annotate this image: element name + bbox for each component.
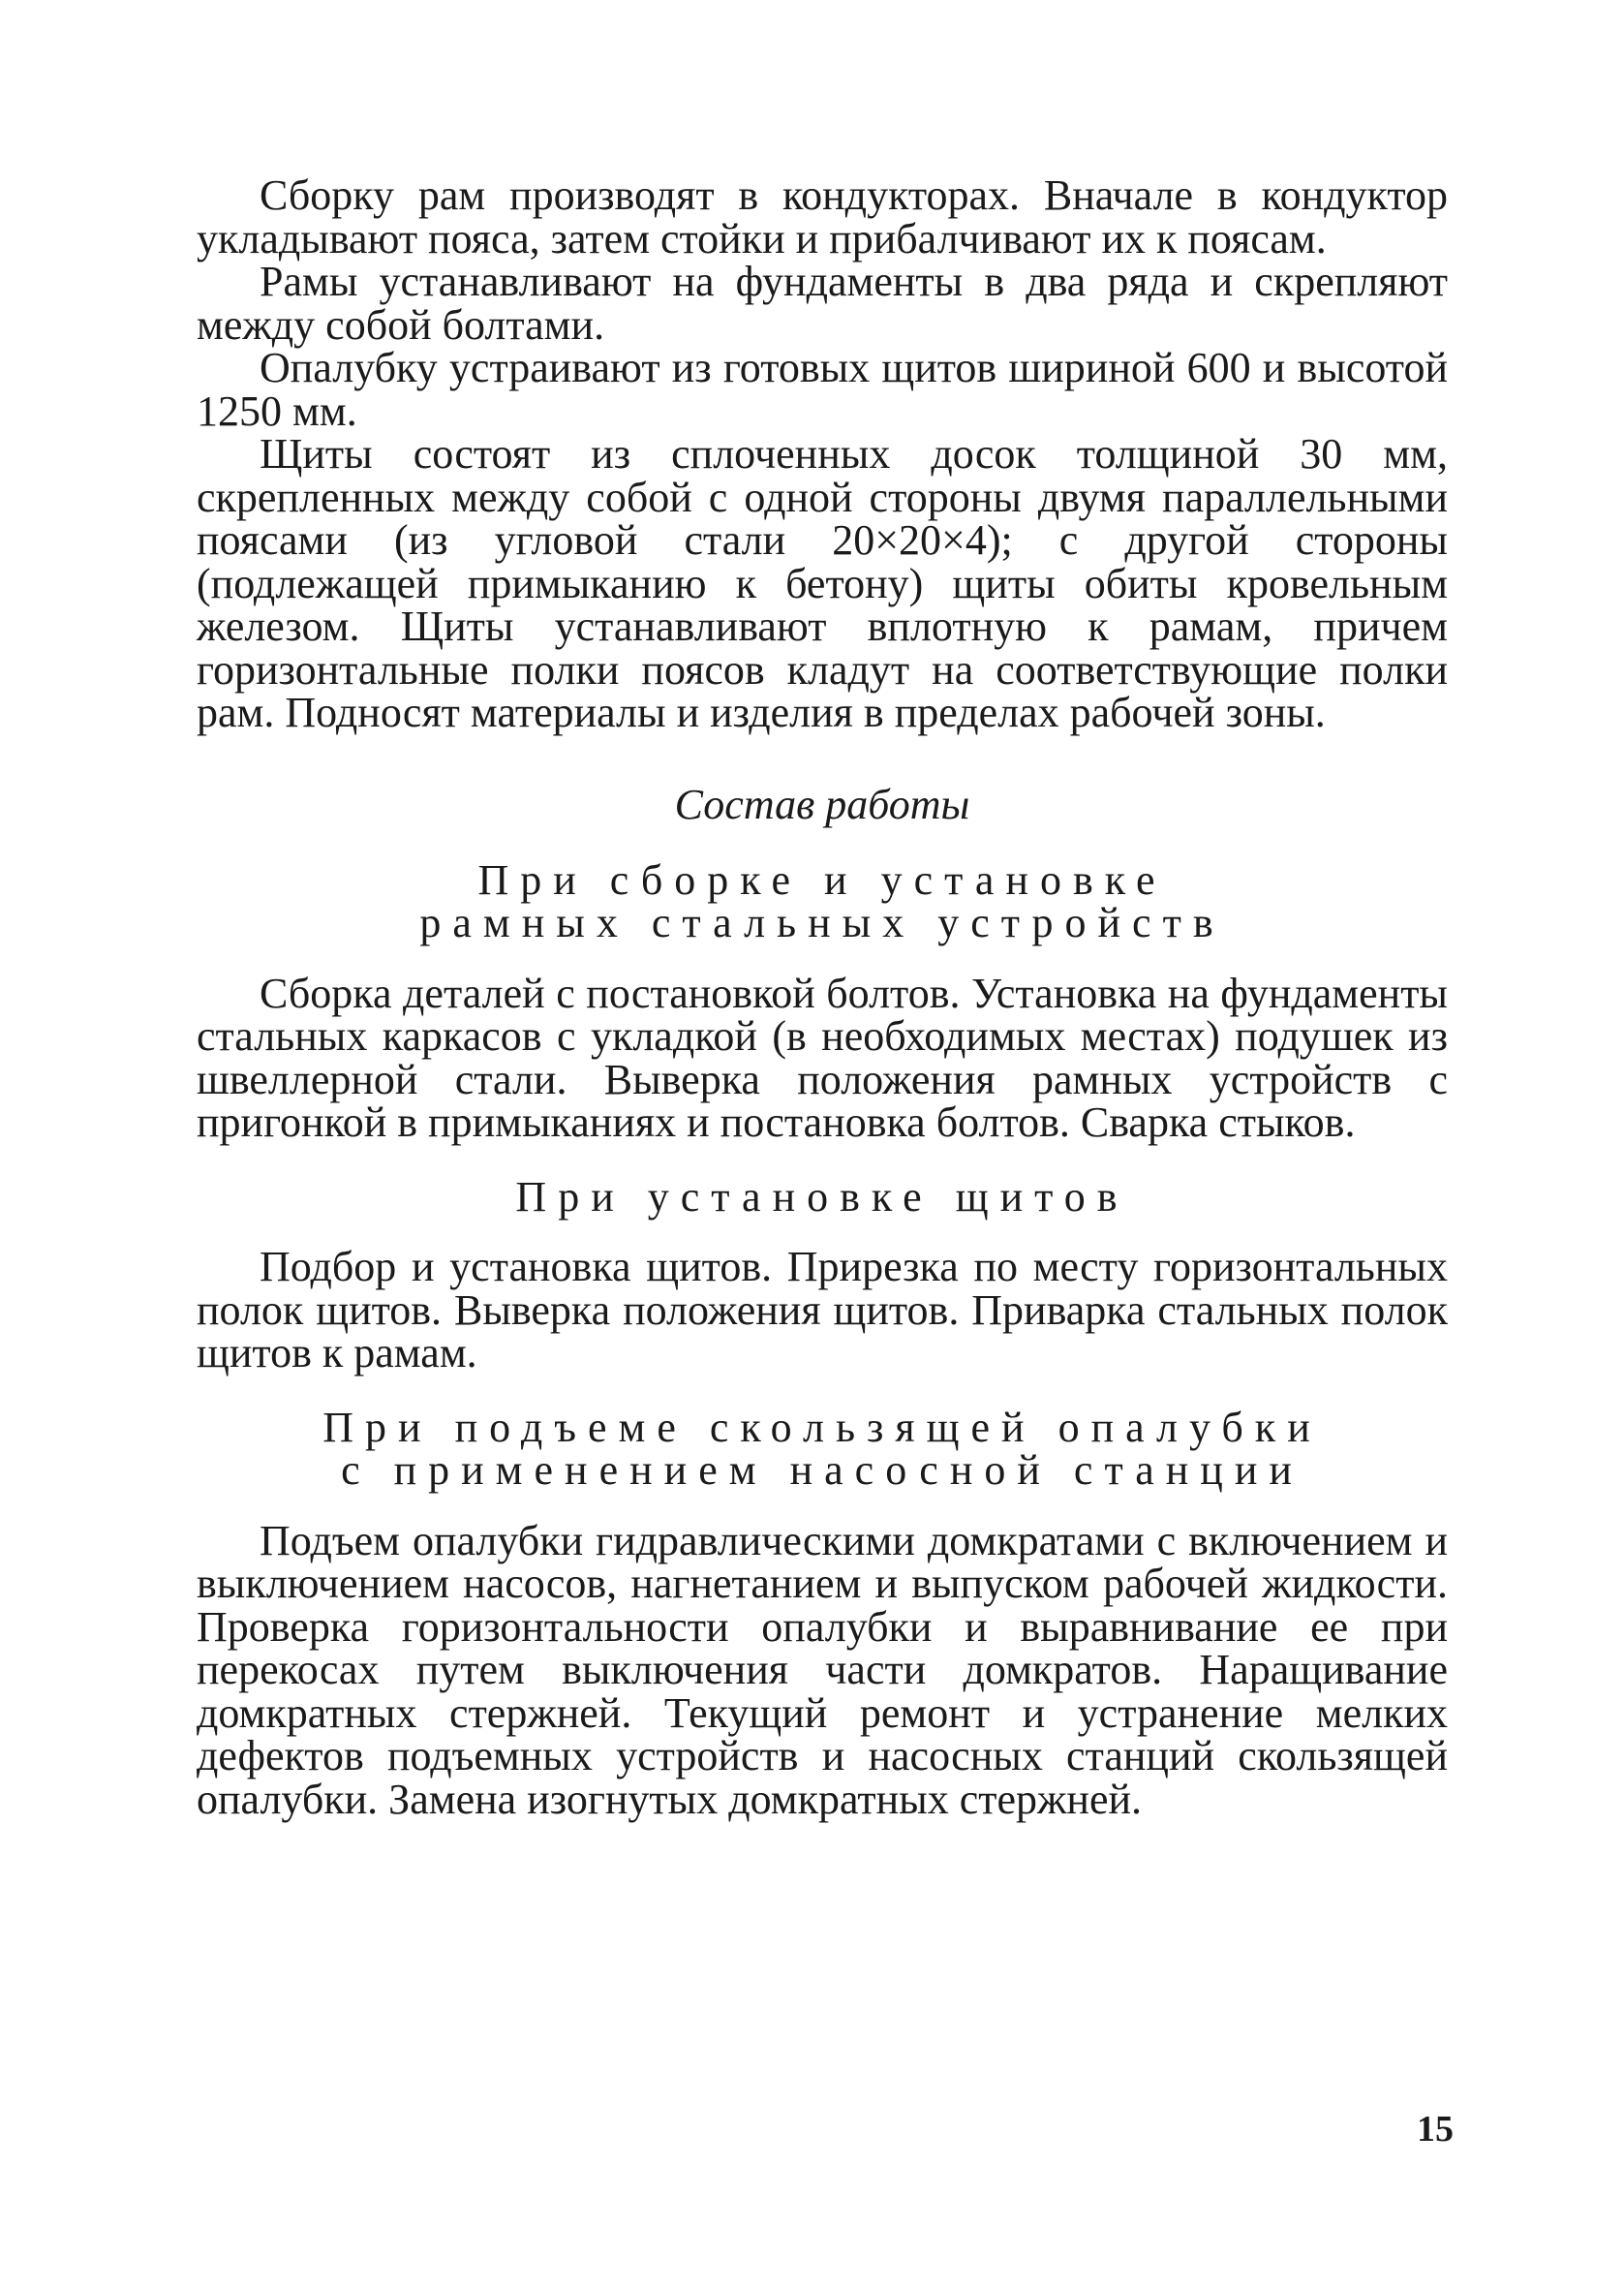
subsection-title-panel-installation xyxy=(197,1172,1448,1221)
subsection-title-line: рамных стальных устройств xyxy=(419,899,1225,946)
subsection-title-line: При подъеме скользящей опалубки xyxy=(322,1403,1322,1451)
page-number: 15 xyxy=(1417,2109,1454,2150)
subsection-title-frame-assembly xyxy=(197,855,1448,946)
paragraph-formwork-panels: Опалубку устраивают из готовых щитов шириной 600 и высотой 1250 мм. xyxy=(197,344,1448,435)
subsection-title-line: При установке щитов xyxy=(515,1172,1129,1221)
paragraph-panel-structure: Щиты состоят из сплоченных досок толщиной 30 мм, скрепленных между собой с одной стороны двумя параллельными поясами (из угловой стали 20×20×4); с другой стороны (подлежащей примыканию к бетону) щиты обиты кровельным железом. Щиты устанавливают вплотную к рамам, причем горизонтальные полки поясов кладут на соответствующие полки рам. Подносят материалы и изделия в пределах рабочей зоны. xyxy=(197,430,1448,736)
subsection-title-slipform-lifting xyxy=(197,1403,1448,1494)
paragraph-frame-installation: Рамы устанавливают на фундаменты в два ряда и скрепляют между собой болтами. xyxy=(197,258,1448,349)
subsection-text-panel-installation: Подбор и установка щитов. Прирезка по месту горизонтальных полок щитов. Выверка положения щитов. Приварка стальных полок щитов к рамам. xyxy=(197,1243,1448,1376)
subsection-text-frame-assembly: Сборка деталей с постановкой болтов. Установка на фундаменты стальных каркасов с укладкой (в необходимых местах) подушек из швеллерной стали. Выверка положения рамных устройств с пригонкой в примыканиях и постановка болтов. Сварка стыков. xyxy=(197,969,1448,1146)
page-body xyxy=(197,171,1448,1823)
subsection-title-line: с применением насосной станции xyxy=(341,1446,1303,1494)
subsection-title-line: При сборке и установке xyxy=(477,855,1167,904)
subsection-text-slipform-lifting: Подъем опалубки гидравлическими домкратами с включением и выключением насосов, нагнетанием и выпуском рабочей жидкости. Проверка горизонтальности опалубки и выравнивание ее при перекосах путем выключения части домкратов. Наращивание домкратных стержней. Текущий ремонт и устранение мелких дефектов подъемных устройств и насосных станций скользящей опалубки. Замена изогнутых домкратных стержней. xyxy=(197,1516,1448,1823)
paragraph-frame-assembly: Сборку рам производят в кондукторах. Вначале в кондуктор укладывают пояса, затем стойки и прибалчивают их к поясам. xyxy=(197,171,1448,263)
section-title: Состав работы xyxy=(674,780,970,828)
